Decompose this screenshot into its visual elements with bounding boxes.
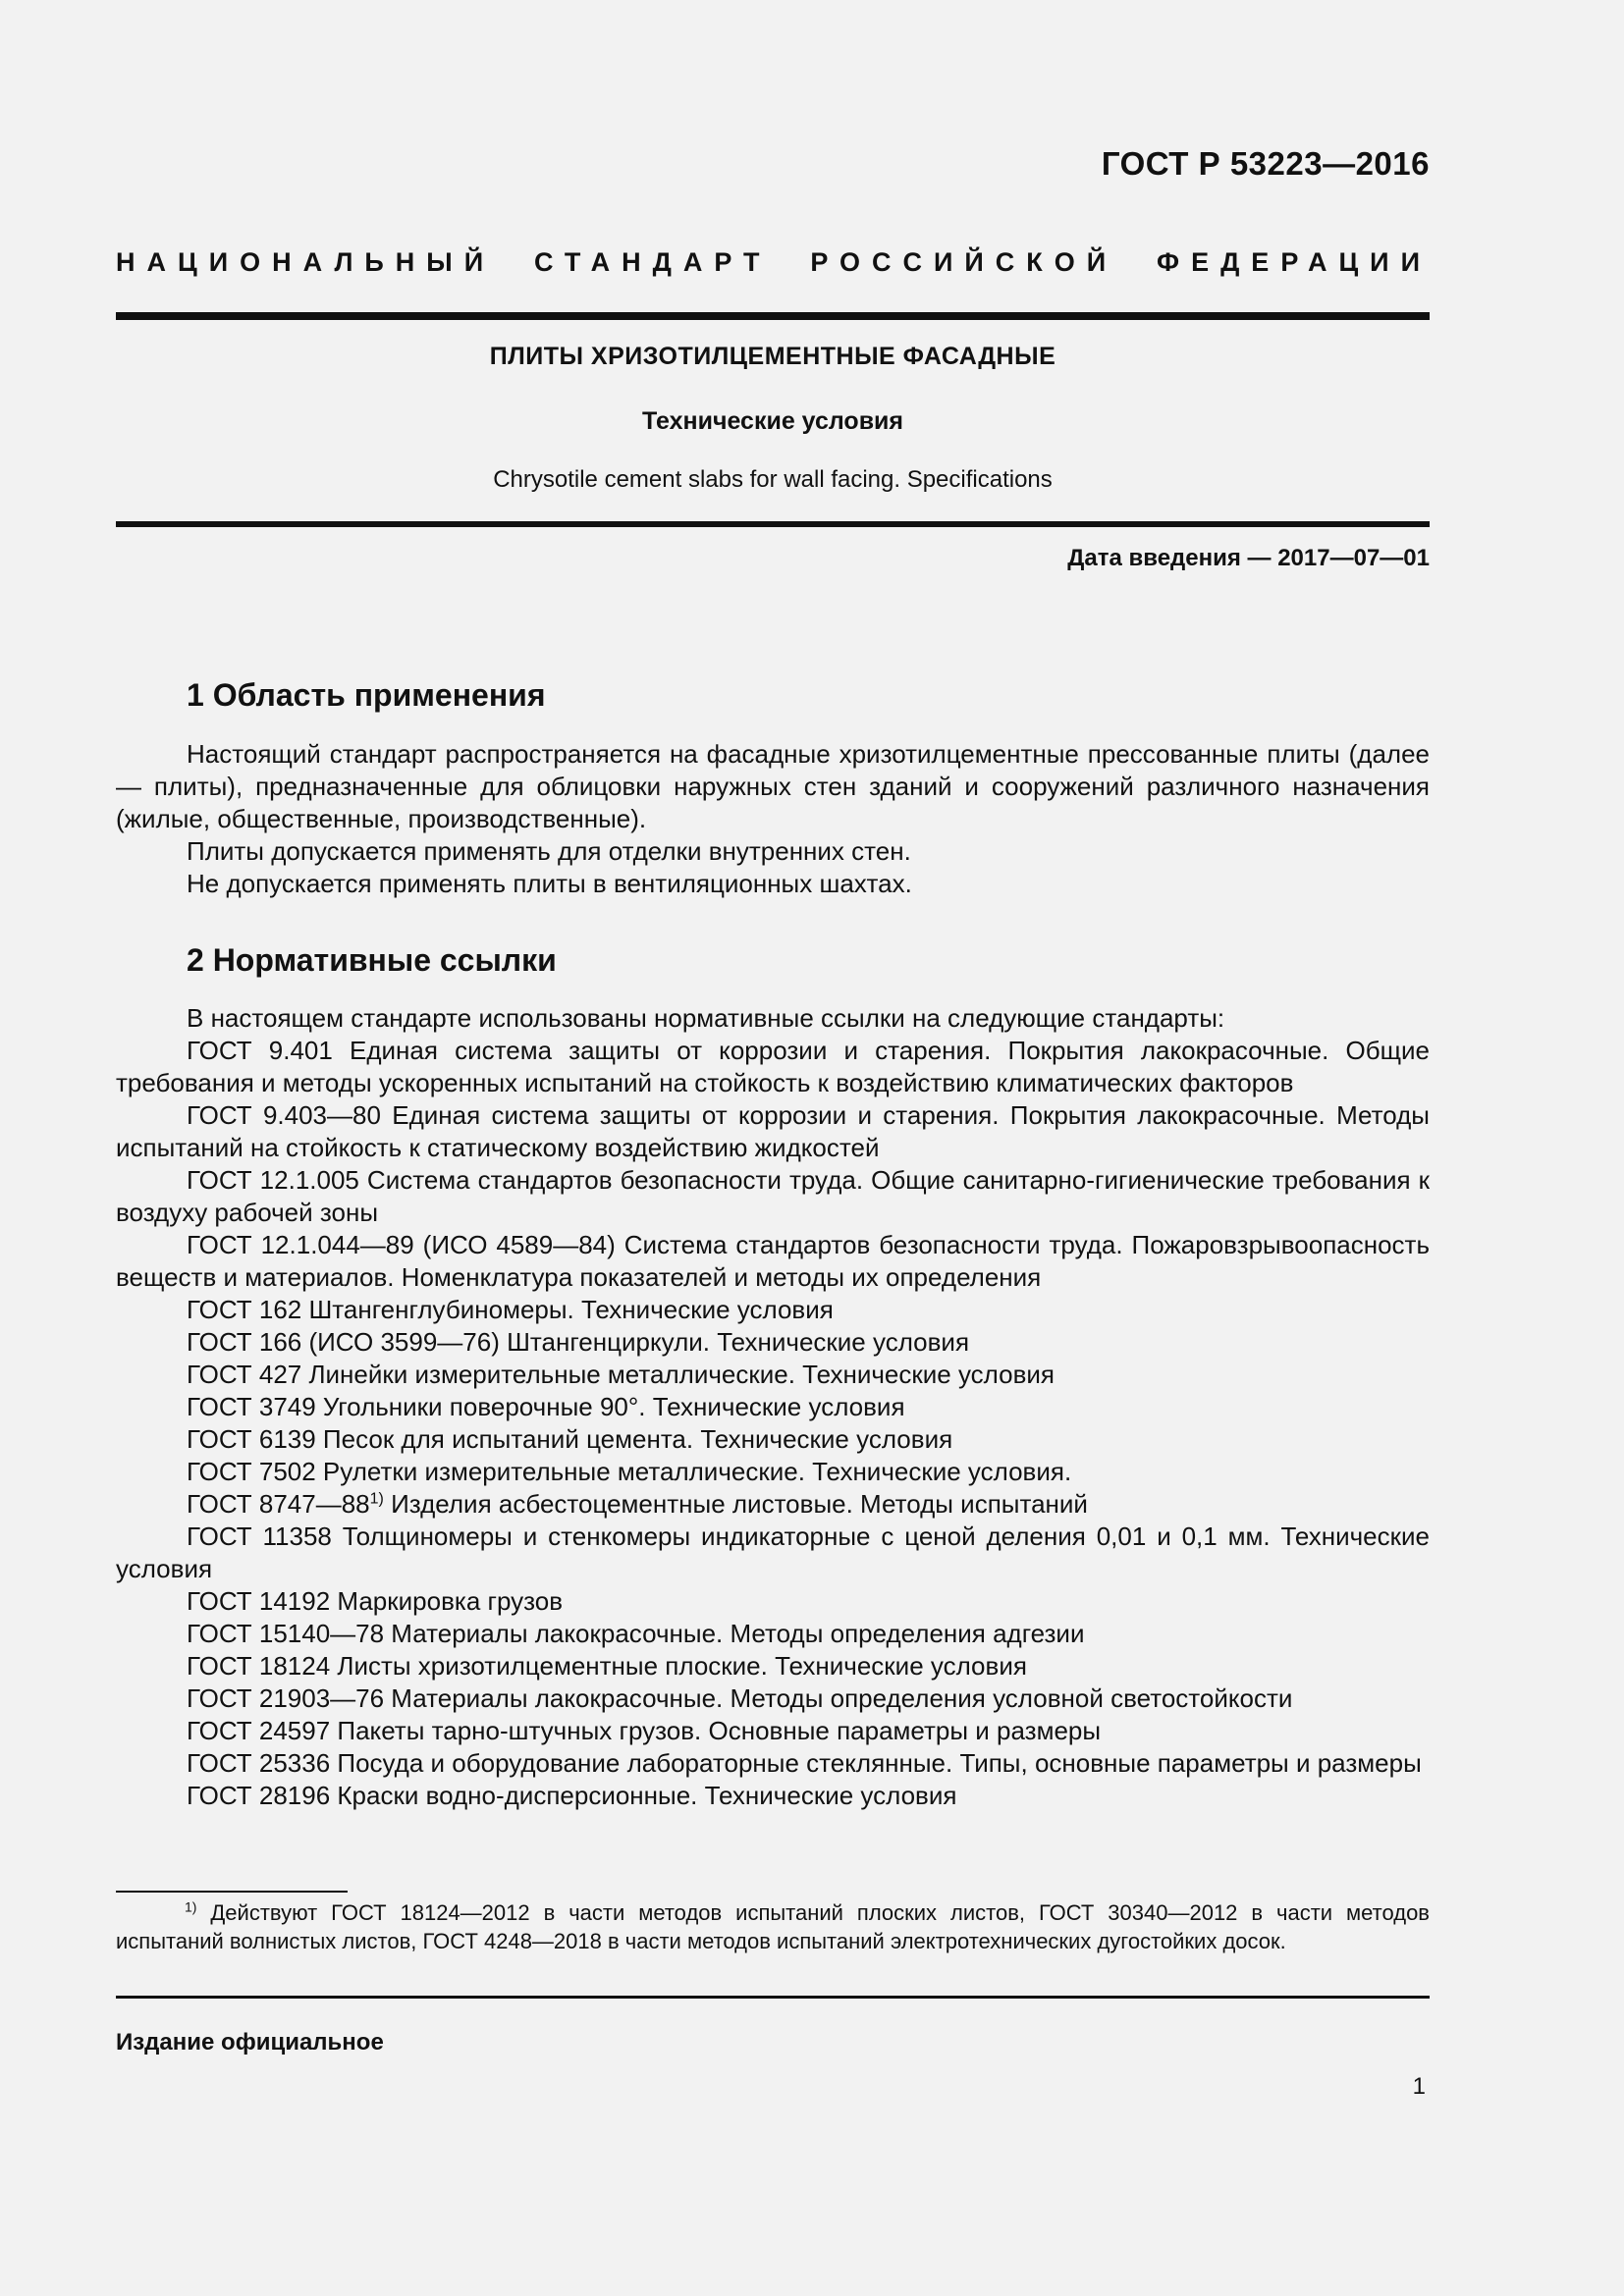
reference-item: ГОСТ 427 Линейки измерительные металлические. Технические условия xyxy=(187,1360,1055,1389)
reference-item: ГОСТ 9.401 Единая система защиты от коррозии и старения. Покрытия лакокрасочные. Общие требования и методы ускоренных испытаний на стойкость к воздействию климатических факторов xyxy=(116,1036,1430,1097)
document-title: ПЛИТЫ ХРИЗОТИЛЦЕМЕНТНЫЕ ФАСАДНЫЕ xyxy=(489,343,1056,370)
top-rule xyxy=(116,312,1430,320)
section-2-heading: 2 Нормативные ссылки xyxy=(187,942,557,978)
reference-item: ГОСТ 11358 Толщиномеры и стенкомеры индикаторные с ценой деления 0,01 и 0,1 мм. Технические условия xyxy=(116,1522,1430,1583)
reference-item-with-footnote xyxy=(116,1488,1430,1521)
official-edition-label: Издание официальное xyxy=(116,2029,384,2056)
references-intro: В настоящем стандарте использованы нормативные ссылки на следующие стандарты: xyxy=(187,1003,1225,1033)
reference-item: ГОСТ 24597 Пакеты тарно-штучных грузов. Основные параметры и размеры xyxy=(187,1716,1102,1745)
standard-code: ГОСТ Р 53223—2016 xyxy=(1101,145,1430,182)
footnote xyxy=(116,1898,1430,1955)
page-number: 1 xyxy=(1412,2073,1426,2100)
reference-item: ГОСТ 3749 Угольники поверочные 90°. Технические условия xyxy=(187,1392,905,1421)
reference-item: ГОСТ 12.1.044—89 (ИСО 4589—84) Система стандартов безопасности труда. Пожаровзрывоопасность веществ и материалов. Номенклатура показателей и методы их определения xyxy=(116,1230,1430,1292)
english-title: Chrysotile cement slabs for wall facing. Specifications xyxy=(493,466,1053,493)
footnote-mark: 1) xyxy=(185,1898,197,1915)
paragraph: Настоящий стандарт распространяется на фасадные хризотилцементные прессованные плиты (далее — плиты), предназначенные для облицовки наружных стен зданий и сооружений различного назначения (жилые, общественные, производственные). xyxy=(116,739,1430,833)
footnote-separator xyxy=(116,1891,348,1893)
document-subtitle: Технические условия xyxy=(641,407,904,435)
reference-item: ГОСТ 6139 Песок для испытаний цемента. Технические условия xyxy=(187,1424,953,1454)
reference-item: ГОСТ 166 (ИСО 3599—76) Штангенциркули. Технические условия xyxy=(187,1327,970,1357)
reference-item: ГОСТ 21903—76 Материалы лакокрасочные. Методы определения условной светостойкости xyxy=(187,1683,1293,1713)
reference-item: ГОСТ 25336 Посуда и оборудование лабораторные стеклянные. Типы, основные параметры и размеры xyxy=(187,1748,1422,1778)
reference-code: ГОСТ 8747—88 xyxy=(187,1489,370,1519)
introduction-date: Дата введения — 2017—07—01 xyxy=(1067,545,1430,571)
reference-text: Изделия асбестоцементные листовые. Методы испытаний xyxy=(383,1489,1088,1519)
section-1-heading: 1 Область применения xyxy=(187,677,546,713)
reference-item: ГОСТ 15140—78 Материалы лакокрасочные. Методы определения адгезии xyxy=(187,1619,1085,1648)
footer-rule xyxy=(116,1996,1430,1999)
paragraph: Не допускается применять плиты в вентиляционных шахтах. xyxy=(187,869,912,898)
national-standard-banner: НАЦИОНАЛЬНЫЙ СТАНДАРТ РОССИЙСКОЙ ФЕДЕРАЦИИ xyxy=(116,247,1432,277)
reference-item: ГОСТ 12.1.005 Система стандартов безопасности труда. Общие санитарно-гигиенические требования к воздуху рабочей зоны xyxy=(116,1165,1430,1227)
reference-item: ГОСТ 18124 Листы хризотилцементные плоские. Технические условия xyxy=(187,1651,1027,1681)
reference-item: ГОСТ 162 Штангенглубиномеры. Технические условия xyxy=(187,1295,834,1324)
footnote-marker: 1) xyxy=(369,1490,384,1508)
reference-item: ГОСТ 7502 Рулетки измерительные металлические. Технические условия. xyxy=(187,1457,1072,1486)
title-rule xyxy=(116,521,1430,527)
section-1-body xyxy=(116,738,1430,900)
section-2-body xyxy=(116,1002,1430,1812)
reference-item: ГОСТ 9.403—80 Единая система защиты от коррозии и старения. Покрытия лакокрасочные. Методы испытаний на стойкость к статическому воздействию жидкостей xyxy=(116,1100,1430,1162)
reference-item: ГОСТ 28196 Краски водно-дисперсионные. Технические условия xyxy=(187,1781,957,1810)
reference-item: ГОСТ 14192 Маркировка грузов xyxy=(187,1586,564,1616)
footnote-text: Действуют ГОСТ 18124—2012 в части методов испытаний плоских листов, ГОСТ 30340—2012 в части методов испытаний волнистых листов, ГОСТ 4248—2018 в части методов испытаний электротехнических дугостойких досок. xyxy=(116,1900,1430,1953)
paragraph: Плиты допускается применять для отделки внутренних стен. xyxy=(187,836,911,866)
